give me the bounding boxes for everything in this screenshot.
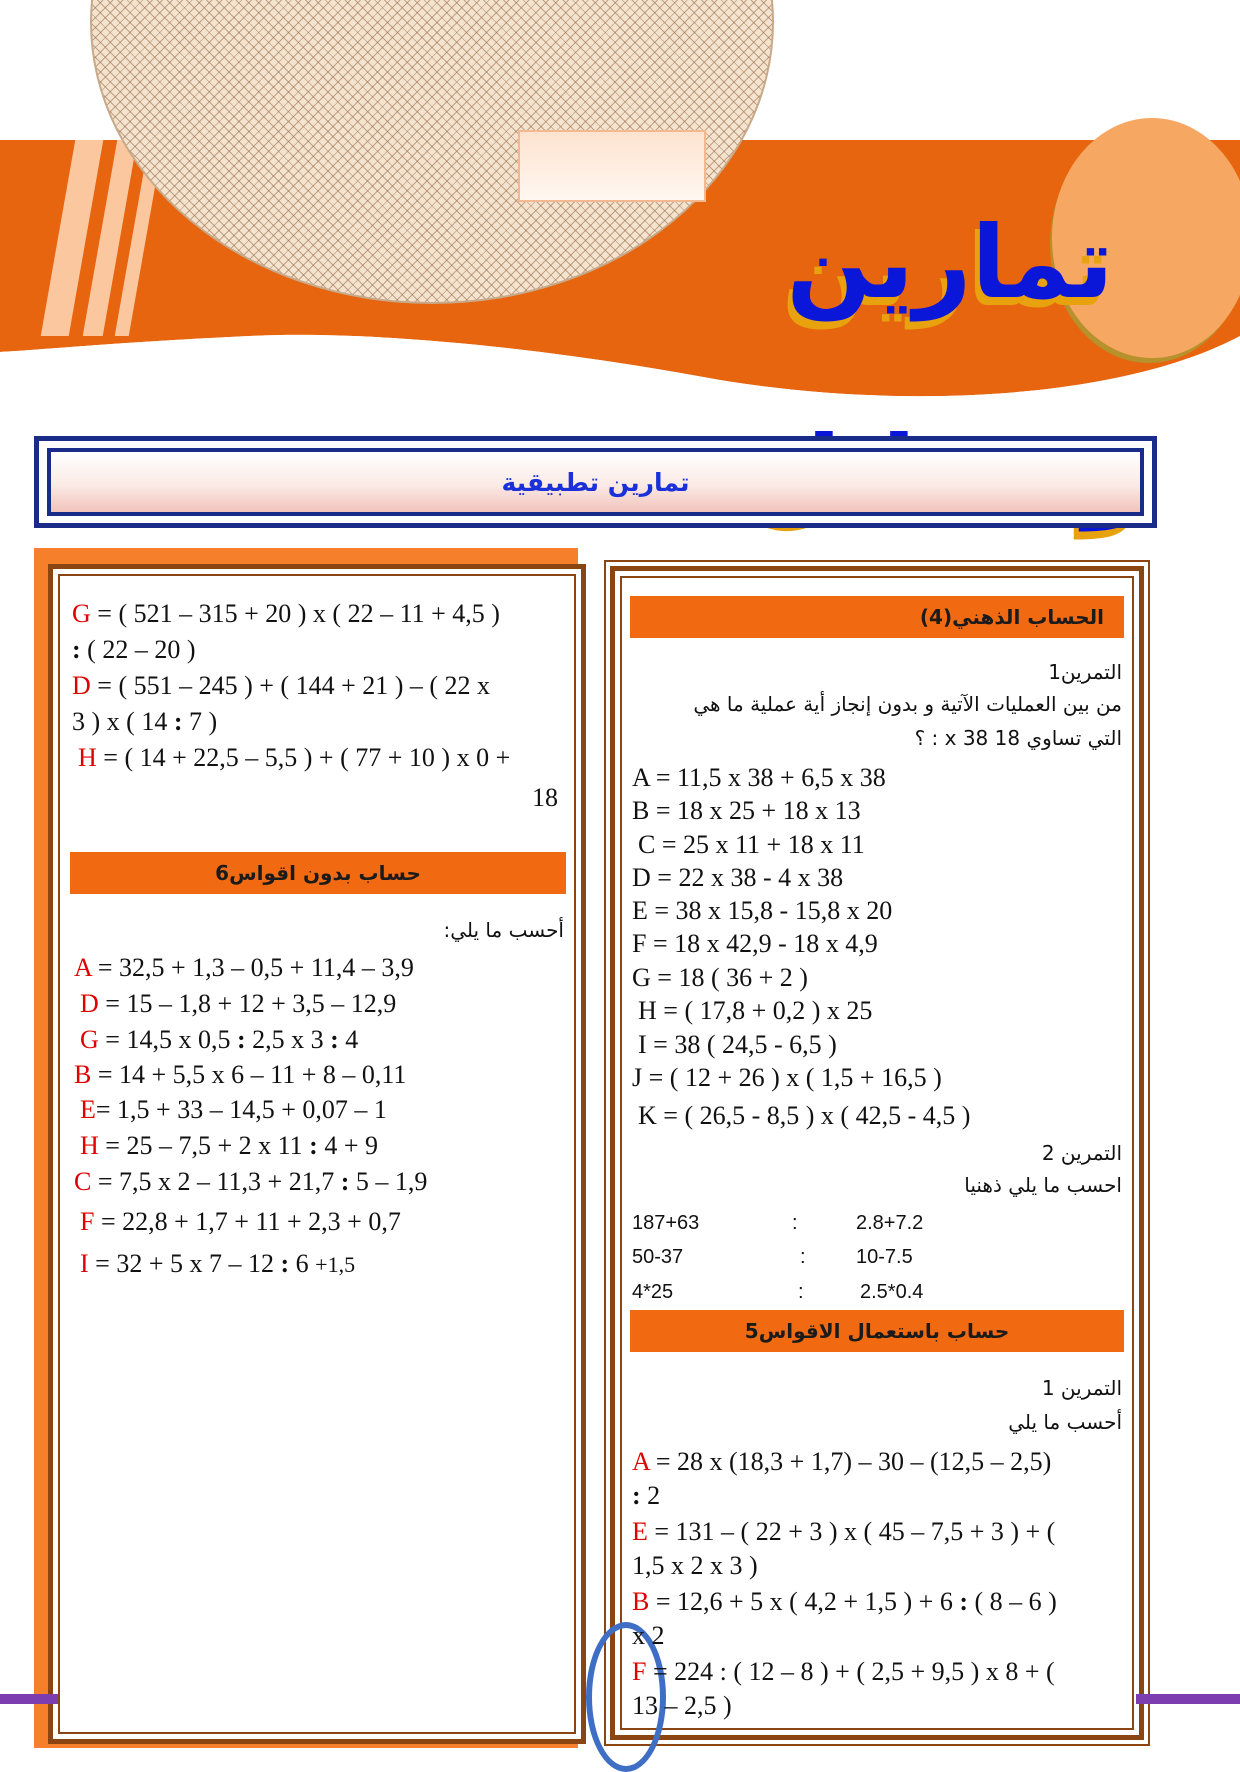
expression-text: = 38 ( 24,5 - 6,5 ) [646,1030,837,1059]
expression-label: F [80,1207,95,1236]
expression-text: = 15 – 1,8 + 12 + 3,5 – 12,9 [98,989,397,1018]
expression-label: E [632,896,648,925]
expression-text: = 22 x 38 - 4 x 38 [650,863,844,892]
expression-line [80,1094,387,1126]
expression-label: B [632,1587,650,1616]
expression-label: B [74,1060,92,1089]
expression-label: E [632,1517,648,1546]
expression-text: = 131 – ( 22 + 3 ) x ( 45 – 7,5 + 3 ) + ( [647,1517,1056,1546]
expression-label: H [80,1131,99,1160]
page-title: تمارين [786,204,1114,321]
expression-label: G [80,1025,99,1054]
expression-line [80,988,396,1020]
expression-line [74,1059,406,1091]
expression-label: K [638,1101,657,1130]
expression-line [72,598,500,630]
expression-text: = 25 – 7,5 + 2 x 11 [98,1131,310,1160]
expression-line [632,1550,758,1582]
mental-row-left: 4*25 [632,1281,674,1303]
expression-line [78,742,510,774]
expression-line: : ( 22 – 20 ) [72,635,196,664]
expression-text: = 18 x 42,9 - 18 x 4,9 [646,929,878,958]
expression-line [632,895,892,927]
expression-text: = 38 x 15,8 - 15,8 x 20 [647,896,893,925]
expression-line [532,782,558,814]
expression-label: A [74,953,92,982]
expression-text: = ( 551 – 245 ) + ( 144 + 21 ) – ( 22 x [90,671,491,700]
expression-line [638,995,872,1027]
expression-line: H = 25 – 7,5 + 2 x 11 : 4 + 9 [80,1131,378,1160]
expression-line [632,795,861,827]
expression-text: 6 [289,1249,316,1278]
exercise-title: التمرين1 [1048,660,1122,684]
expression-label: H [78,743,97,772]
expression-line [632,1620,665,1652]
expression-text: = ( 17,8 + 0,2 ) x 25 [656,996,873,1025]
expression-line [632,928,878,960]
expression-text: = 1,5 + 33 – 14,5 + 0,07 – 1 [95,1095,387,1124]
expression-line [72,670,490,702]
section-banner [47,448,1144,516]
mental-row-separator: : [792,1212,798,1234]
expression-line: : 2 [632,1481,661,1510]
expression-text: 18 [532,783,558,812]
expression-text: 7 ) [182,707,218,736]
expression-line [632,862,843,894]
expression-text: = 12,6 + 5 x ( 4,2 + 1,5 ) + 6 [649,1587,953,1616]
exercise-text: من بين العمليات الآتية و بدون إنجاز أية عملية ما هي [693,692,1122,716]
expression-line [632,1446,1051,1478]
expression-line [632,1516,1055,1548]
expression-line [638,829,865,861]
expression-label: C [74,1167,92,1196]
section-banner-title: تمارين تطبيقية [501,467,690,497]
expression-line [632,1062,942,1094]
expression-label: G [632,963,651,992]
mental-row-right: 2.8+7.2 [856,1212,924,1234]
exercise-text: احسب ما يلي ذهنيا [964,1173,1122,1197]
expression-line [632,1690,732,1722]
expression-text: = 25 x 11 + 18 x 11 [655,830,865,859]
expression-text: ( 22 – 20 ) [80,635,196,664]
expression-text: = 11,5 x 38 + 6,5 x 38 [649,763,886,792]
expression-text: = 32 + 5 x 7 – 12 [88,1249,281,1278]
expression-text: 3 ) x ( 14 [72,707,174,736]
exercise-title: التمرين 2 [1041,1141,1122,1165]
expression-label: D [72,671,91,700]
section-heading-with-parentheses: حساب باستعمال الاقواس5 [630,1310,1124,1352]
expression-text: = ( 14 + 22,5 – 5,5 ) + ( 77 + 10 ) x 0 + [96,743,511,772]
expression-text: = 18 x 25 + 18 x 13 [649,796,861,825]
expression-line [632,762,886,794]
expression-text: = 7,5 x 2 – 11,3 + 21,7 [91,1167,341,1196]
footer-line [0,1694,58,1704]
expression-line [74,952,414,984]
expression-text: 2,5 x 3 [245,1025,331,1054]
expression-label: F [632,1657,647,1686]
expression-label: H [638,996,657,1025]
mental-row-right: 2.5*0.4 [860,1281,924,1303]
expression-label: D [80,989,99,1018]
expression-line [80,1206,401,1238]
expression-text: = 28 x (18,3 + 1,7) – 30 – (12,5 – 2,5) [649,1447,1052,1476]
expression-text: 4 + 9 [317,1131,378,1160]
expression-text: x 2 [632,1621,665,1650]
expression-text: = 14,5 x 0,5 [98,1025,237,1054]
expression-line: G = 14,5 x 0,5 : 2,5 x 3 : 4 [80,1025,359,1054]
header-blank-box [518,130,706,202]
footer-line [1136,1694,1240,1704]
mental-row-separator: : [800,1246,806,1268]
expression-label: F [632,929,647,958]
expression-text: = ( 12 + 26 ) x ( 1,5 + 16,5 ) [642,1063,942,1092]
expression-text: = 18 ( 36 + 2 ) [650,963,808,992]
exercise-text: أحسب ما يلي [1008,1410,1122,1434]
expression-label: G [72,599,91,628]
mental-row-right: 10-7.5 [856,1246,913,1268]
exercise-title: التمرين 1 [1041,1376,1122,1400]
expression-label: J [632,1063,643,1092]
expression-line: 3 ) x ( 14 : 7 ) [72,707,218,736]
mental-row-left: 187+63 [632,1212,700,1234]
expression-text: 2 [647,1481,661,1510]
expression-label: A [632,1447,650,1476]
expression-label: B [632,796,650,825]
expression-label: C [638,830,656,859]
expression-line: C = 7,5 x 2 – 11,3 + 21,7 : 5 – 1,9 [74,1167,428,1196]
expression-line [638,1029,837,1061]
expression-text: = 224 : ( 12 – 8 ) + ( 2,5 + 9,5 ) x 8 + ( [646,1657,1055,1686]
expression-line [632,1656,1055,1688]
expression-line [632,962,808,994]
mental-row-left: 50-37 [632,1246,684,1268]
section-heading-mental-calc: الحساب الذهني(4) [630,596,1124,638]
expression-label: A [632,763,650,792]
exercise-text: أحسب ما يلي: [443,918,564,942]
expression-label: D [632,863,651,892]
expression-line: I = 32 + 5 x 7 – 12 : 6 +1,5 [80,1249,356,1278]
expression-text: +1,5 [315,1252,356,1277]
expression-line: B = 12,6 + 5 x ( 4,2 + 1,5 ) + 6 : ( 8 – 6 ) [632,1587,1057,1616]
expression-label: E [80,1095,96,1124]
section-heading-without-parentheses: حساب بدون اقواس6 [70,852,566,894]
expression-text: = ( 26,5 - 8,5 ) x ( 42,5 - 4,5 ) [656,1101,971,1130]
expression-label: I [638,1030,647,1059]
exercise-text: التي تساوي 18 x 38 : ؟ [914,726,1122,750]
expression-text: = 14 + 5,5 x 6 – 11 + 8 – 0,11 [91,1060,407,1089]
expression-text: = 32,5 + 1,3 – 0,5 + 11,4 – 3,9 [91,953,414,982]
mental-row-separator: : [798,1281,804,1303]
expression-text: 13 – 2,5 ) [632,1691,732,1720]
expression-text: ( 8 – 6 ) [967,1587,1057,1616]
expression-line [638,1100,970,1132]
expression-text: 5 – 1,9 [349,1167,428,1196]
expression-text: = 22,8 + 1,7 + 11 + 2,3 + 0,7 [94,1207,401,1236]
expression-label: I [80,1249,89,1278]
expression-text: = ( 521 – 315 + 20 ) x ( 22 – 11 + 4,5 ) [90,599,500,628]
expression-text: 4 [338,1025,359,1054]
expression-text: 1,5 x 2 x 3 ) [632,1551,758,1580]
